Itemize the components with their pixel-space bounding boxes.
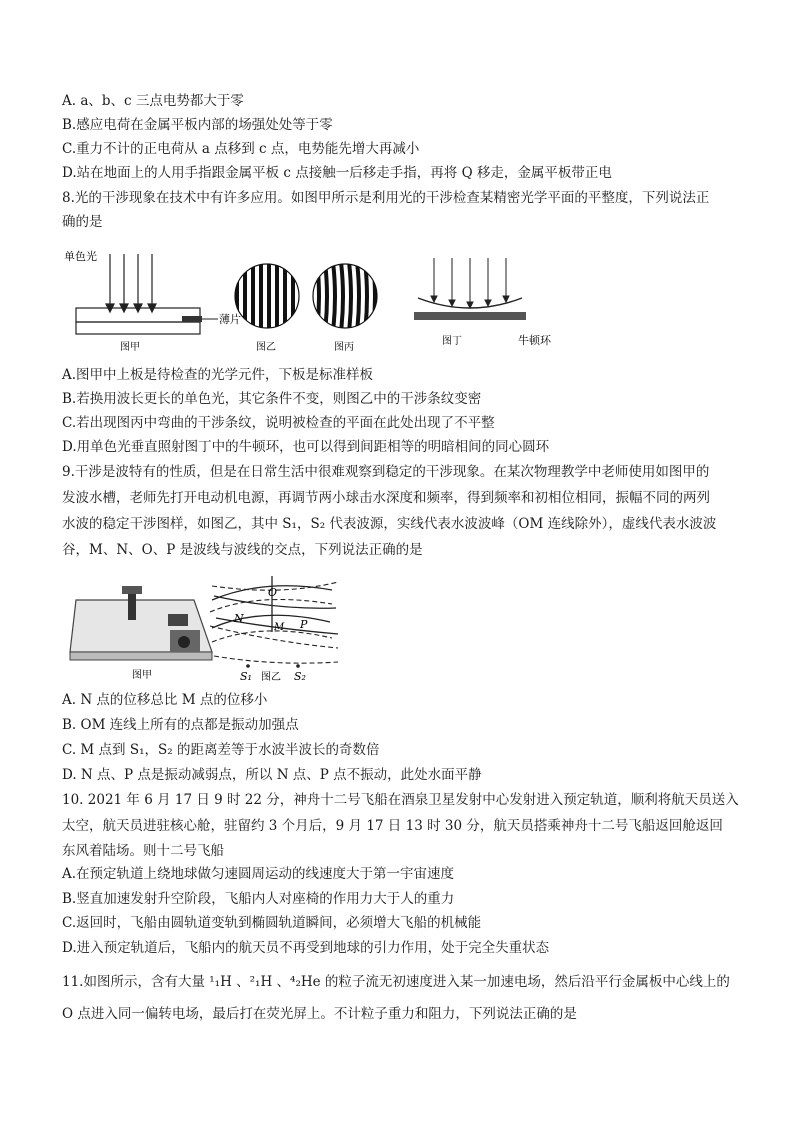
point-n-label: N [234, 612, 244, 625]
q8-option-d: D.用单色光垂直照射图丁中的牛顿环，也可以得到间距相等的明暗相间的同心圆环 [62, 439, 550, 455]
q7-option-b: B.感应电荷在金属平板内部的场强处处等于零 [62, 117, 333, 133]
q8-option-a: A.图甲中上板是待检查的光学元件，下板是标准样板 [62, 367, 374, 383]
mono-light-label: 单色光 [64, 250, 97, 263]
q9-figure-yi [210, 576, 338, 683]
q8-figure-jia [64, 249, 241, 353]
point-m-label: M [274, 622, 285, 633]
q8-figure-ding [414, 258, 552, 347]
q11-stem-line-1: 11.如图所示，含有大量 ¹₁H 、²₁H 、⁴₂He 的粒子流无初速度进入某一加速电场，然后沿平行金属板中心线上的 [62, 974, 730, 990]
q9-option-a: A. N 点的位移总比 M 点的位移小 [62, 692, 268, 708]
point-o-label: O [268, 586, 278, 599]
q10-stem-line-2: 太空，航天员进驻核心舱，驻留约 3 个月后，9 月 17 日 13 时 30 分，航天员搭乘神舟十二号飞船返回舱返回 [62, 818, 723, 834]
lower-plate [76, 322, 200, 334]
fig-ding-caption: 图丁 [442, 336, 462, 347]
q8-figure [62, 246, 582, 356]
q9-stem-line-2: 发波水槽，老师先打开电动机电源，再调节两小球击水深度和频率，得到频率和初相位相同，振幅不同的两列 [62, 490, 710, 506]
q9-stem-line-3: 水波的稳定干涉图样，如图乙，其中 S₁，S₂ 代表波源，实线代表水波波峰（OM 连线除外），虚线代表水波波 [62, 516, 717, 532]
q9-stem-line-1: 9.干涉是波特有的性质，但是在日常生活中很难观察到稳定的干涉现象。在某次物理教学中老师使用如图甲的 [62, 464, 710, 480]
q9-option-b: B. OM 连线上所有的点都是振动加强点 [62, 717, 299, 733]
q9-option-d: D. N 点、P 点是振动减弱点，所以 N 点、P 点不振动，此处水面平静 [62, 767, 482, 783]
flat-glass [414, 312, 526, 320]
q7-option-c: C.重力不计的正电荷从 a 点移到 c 点，电势能先增大再减小 [62, 141, 420, 157]
fig-yi-caption: 图乙 [256, 342, 276, 353]
q10-option-b: B.竖直加速发射升空阶段，飞船内人对座椅的作用力大于人的重力 [62, 891, 455, 907]
q10-option-d: D.进入预定轨道后，飞船内的航天员不再受到地球的引力作用，处于完全失重状态 [62, 940, 550, 956]
thin-sheet-label: 薄片 [219, 313, 241, 326]
q10-stem-line-1: 10. 2021 年 6 月 17 日 9 时 22 分，神舟十二号飞船在酒泉卫星发射中心发射进入预定轨道，顺利将航天员送入 [62, 792, 739, 808]
newton-ring-label: 牛顿环 [518, 334, 551, 347]
q10-stem-line-3: 东风着陆场。则十二号飞船 [62, 843, 224, 859]
fig-bing-caption: 图丙 [334, 342, 354, 353]
q9-stem-line-4: 谷，M、N、O、P 是波线与波线的交点，下列说法正确的是 [62, 542, 423, 558]
q7-option-d: D.站在地面上的人用手指跟金属平板 c 点接触一后移走手指，再将 Q 移走，金属平板带正电 [62, 165, 612, 181]
q10-option-a: A.在预定轨道上绕地球做匀速圆周运动的线速度大于第一宇宙速度 [62, 866, 455, 882]
q9-option-c: C. M 点到 S₁，S₂ 的距离差等于水波半波长的奇数倍 [62, 742, 380, 758]
q8-stem-line-2: 确的是 [62, 214, 103, 230]
fig-jia-caption: 图甲 [120, 342, 140, 353]
q9-figure-jia [70, 586, 212, 681]
fig-yi-caption: 图乙 [261, 672, 281, 683]
q8-option-c: C.若出现图丙中弯曲的干涉条纹，说明被检查的平面在此处出现了不平整 [62, 415, 495, 431]
source-s2-label: S₂ [294, 670, 306, 683]
q8-option-b: B.若换用波长更长的单色光，其它条件不变，则图乙中的干涉条纹变密 [62, 391, 482, 407]
q7-option-a: A. a、b、c 三点电势都大于零 [62, 93, 244, 109]
source-s1-label: S₁ [240, 670, 252, 683]
q8-stem-line-1: 8.光的干涉现象在技术中有许多应用。如图甲所示是利用光的干涉检查某精密光学平面的平整度，下列说法正 [62, 190, 710, 206]
q8-figure-bing [313, 262, 377, 353]
q10-option-c: C.返回时，飞船由圆轨道变轨到椭圆轨道瞬间，必须增大飞船的机械能 [62, 915, 482, 931]
q9-figure [62, 570, 362, 684]
q11-stem-line-2: O 点进入同一偏转电场，最后打在荧光屏上。不计粒子重力和阻力，下列说法正确的是 [62, 1006, 577, 1022]
point-p-label: P [300, 618, 308, 631]
q8-figure-yi [235, 262, 299, 353]
fig-jia-caption: 图甲 [132, 670, 152, 681]
